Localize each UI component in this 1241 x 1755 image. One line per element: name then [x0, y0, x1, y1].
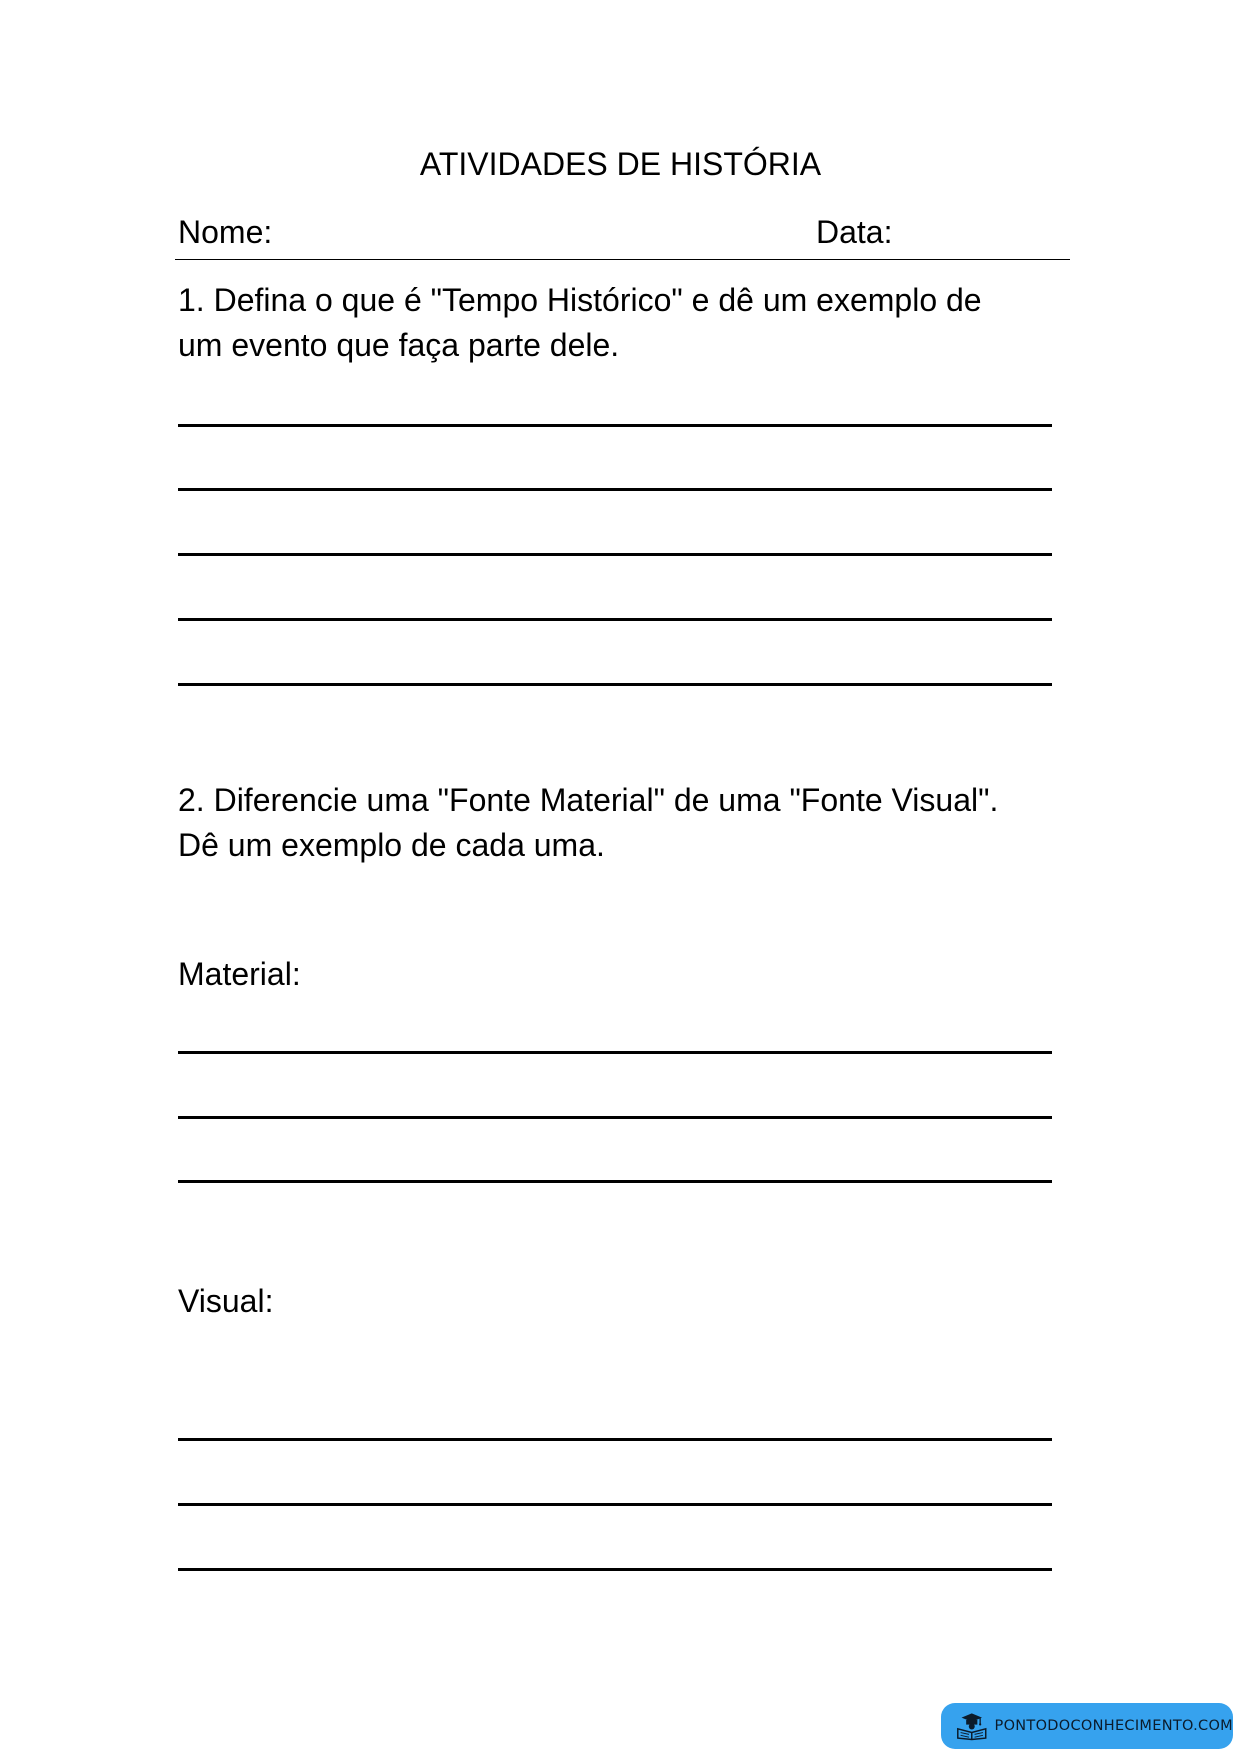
- question-1-line-2: um evento que faça parte dele.: [178, 327, 620, 363]
- brand-text: PONTODOCONHECIMENTO.COM: [994, 1718, 1233, 1734]
- graduate-book-icon: [955, 1711, 989, 1741]
- answer-line[interactable]: [178, 488, 1052, 491]
- question-2-line-1: 2. Diferencie uma "Fonte Material" de uma "Fonte Visual".: [178, 782, 999, 818]
- material-label: Material:: [178, 956, 301, 992]
- answer-line[interactable]: [178, 1116, 1052, 1119]
- name-label: Nome:: [178, 214, 273, 250]
- date-label: Data:: [816, 214, 893, 250]
- answer-line[interactable]: [178, 553, 1052, 556]
- question-2: [178, 778, 1058, 868]
- brand-badge[interactable]: [941, 1703, 1233, 1749]
- answer-line[interactable]: [178, 1180, 1052, 1183]
- answer-line[interactable]: [178, 1568, 1052, 1571]
- answer-line[interactable]: [178, 424, 1052, 427]
- visual-label: Visual:: [178, 1283, 274, 1319]
- question-1-line-1: 1. Defina o que é "Tempo Histórico" e dê um exemplo de: [178, 282, 982, 318]
- student-info-row: [0, 212, 1241, 262]
- answer-line[interactable]: [178, 1051, 1052, 1054]
- answer-line[interactable]: [178, 618, 1052, 621]
- question-2-line-2: Dê um exemplo de cada uma.: [178, 827, 605, 863]
- answer-line[interactable]: [178, 1438, 1052, 1441]
- answer-line[interactable]: [178, 1503, 1052, 1506]
- page-title: ATIVIDADES DE HISTÓRIA: [419, 146, 822, 182]
- header-divider: [175, 259, 1070, 260]
- answer-line[interactable]: [178, 683, 1052, 686]
- question-1: [178, 278, 1058, 368]
